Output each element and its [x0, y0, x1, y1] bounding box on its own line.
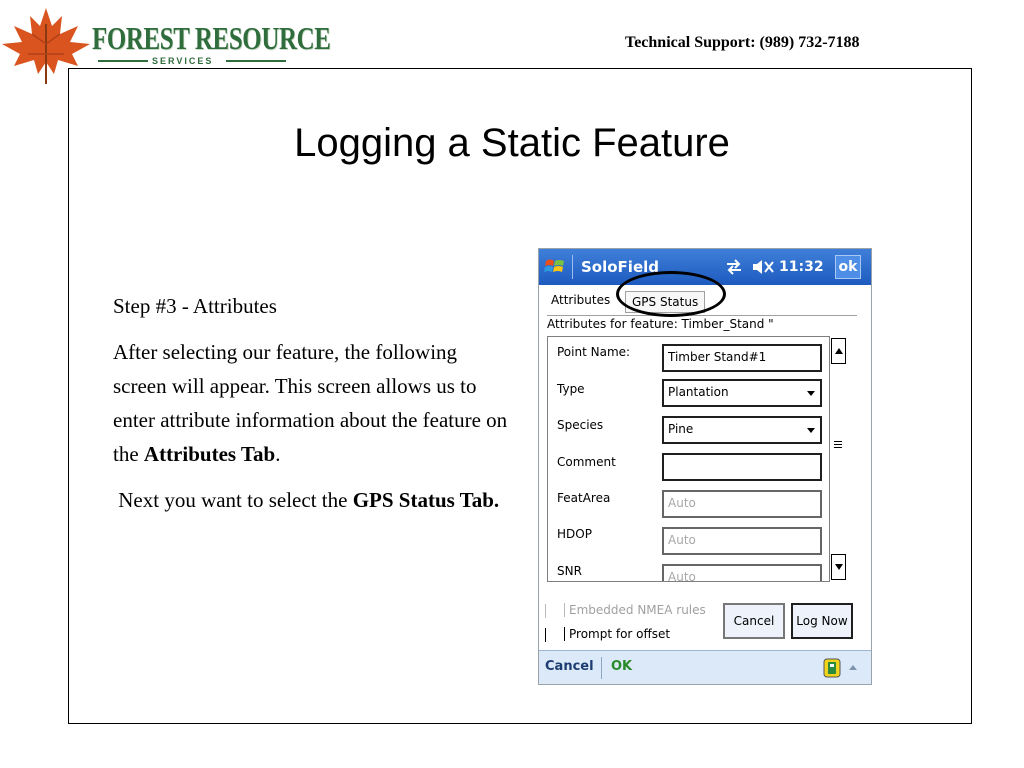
field-label-featarea: FeatArea [557, 491, 611, 505]
checkbox-icon [545, 628, 554, 642]
embedded-nmea-checkbox[interactable] [545, 603, 706, 618]
field-label-comment: Comment [557, 455, 616, 469]
titlebar-ok-button[interactable]: ok [835, 255, 861, 279]
checkbox-label: Prompt for offset [564, 627, 670, 641]
prompt-offset-checkbox[interactable] [545, 627, 670, 642]
device-screenshot [538, 248, 872, 685]
log-now-button[interactable]: Log Now [791, 603, 853, 639]
scroll-up-button[interactable] [831, 338, 846, 364]
technical-support-text: Technical Support: (989) 732-7188 [625, 34, 860, 51]
logo-subtitle: SERVICES [152, 56, 214, 66]
logo-divider-left [98, 60, 148, 62]
step-heading: Step #3 - Attributes [113, 294, 277, 318]
connectivity-icon[interactable] [725, 258, 743, 276]
field-label-hdop: HDOP [557, 527, 592, 541]
titlebar-divider [572, 255, 573, 279]
attributes-form [547, 336, 847, 582]
attributes-tab-bold: Attributes Tab [143, 442, 276, 466]
tab-gps-status[interactable]: GPS Status [625, 291, 705, 313]
chevron-down-icon [807, 391, 815, 396]
species-dropdown-value: Pine [668, 422, 694, 436]
field-label-species: Species [557, 418, 604, 432]
softkey-bar [539, 650, 872, 685]
field-label-snr: SNR [557, 564, 582, 578]
paragraph-1-end: . [275, 442, 281, 466]
cancel-button[interactable]: Cancel [723, 603, 785, 639]
input-panel-arrow-icon[interactable] [849, 665, 857, 670]
arrow-down-icon [835, 564, 843, 570]
paragraph-2-text: Next you want to select the [118, 488, 353, 512]
tab-attributes[interactable]: Attributes [551, 293, 611, 307]
slide-body [113, 289, 508, 529]
logo-divider-right [226, 60, 286, 62]
paragraph-1-text: After selecting our feature, the following screen will appear. This screen allows us to enter attribute information about the feature on the [113, 340, 508, 466]
softkey-ok[interactable]: OK [611, 659, 633, 674]
scroll-grip-icon [834, 441, 842, 450]
windows-start-icon[interactable] [544, 256, 566, 278]
logo-title: FOREST RESOURCE [92, 20, 331, 56]
scroll-down-button[interactable] [831, 554, 846, 580]
point-name-input[interactable]: Timber Stand#1 [662, 344, 822, 372]
tab-divider [547, 315, 857, 316]
attributes-subheader: Attributes for feature: Timber_Stand " [547, 317, 774, 331]
field-label-point-name: Point Name: [557, 345, 631, 359]
scroll-thumb[interactable] [831, 366, 846, 566]
paragraph-2 [113, 483, 508, 517]
softkey-divider [601, 657, 602, 679]
species-dropdown[interactable] [662, 416, 822, 444]
featarea-input: Auto [662, 490, 822, 518]
checkbox-label: Embedded NMEA rules [564, 603, 706, 617]
slide-title: Logging a Static Feature [294, 121, 730, 165]
gps-status-tab-bold: GPS Status Tab. [352, 488, 500, 512]
form-scrollbar[interactable] [829, 336, 847, 582]
clock[interactable]: 11:32 [779, 259, 824, 275]
comment-input[interactable] [662, 453, 822, 481]
gps-device-icon[interactable] [823, 658, 841, 678]
speaker-muted-icon[interactable] [751, 258, 775, 276]
checkbox-icon [545, 604, 554, 618]
field-label-type: Type [557, 382, 585, 396]
snr-input: Auto [662, 564, 822, 582]
arrow-up-icon [835, 348, 843, 354]
type-dropdown-value: Plantation [668, 385, 729, 399]
chevron-down-icon [807, 428, 815, 433]
paragraph-1 [113, 335, 508, 471]
type-dropdown[interactable] [662, 379, 822, 407]
hdop-input: Auto [662, 527, 822, 555]
softkey-cancel[interactable]: Cancel [545, 659, 594, 674]
app-title: SoloField [581, 258, 659, 276]
highlight-oval [616, 271, 726, 317]
